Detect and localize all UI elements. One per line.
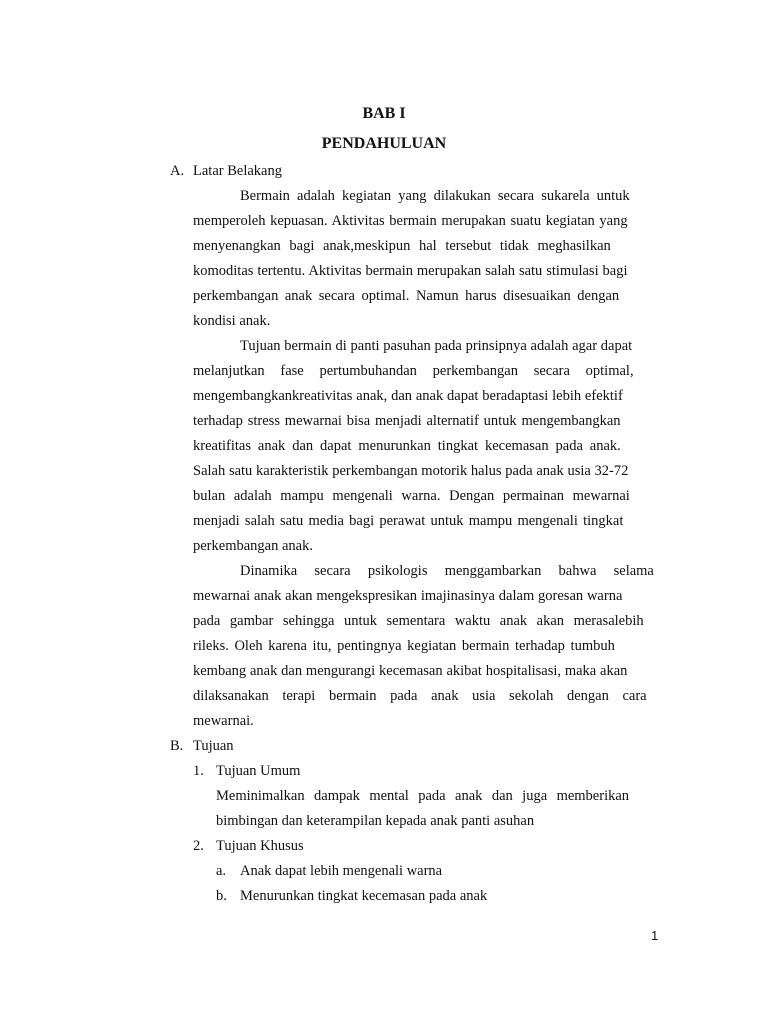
paragraph-line: terhadap stress mewarnai bisa menjadi alternatif untuk mengembangkan (193, 413, 621, 429)
section-b-marker: B. (170, 738, 184, 754)
paragraph-line: Bermain adalah kegiatan yang dilakukan secara sukarela untuk (240, 188, 630, 204)
paragraph-line: melanjutkan fase pertumbuhandan perkembangan secara optimal, (193, 363, 634, 379)
page-number: 1 (651, 928, 659, 943)
paragraph-line: kreatifitas anak dan dapat menurunkan tingkat kecemasan pada anak. (193, 438, 621, 454)
paragraph-line: mewarnai. (193, 713, 254, 729)
paragraph-line: perkembangan anak secara optimal. Namun harus disesuaikan dengan (193, 288, 620, 304)
list-item-marker: 2. (193, 838, 204, 854)
paragraph-line: dilaksanakan terapi bermain pada anak usia sekolah dengan cara (193, 688, 647, 704)
section-a-marker: A. (170, 163, 185, 179)
section-a-heading: Latar Belakang (193, 163, 282, 179)
sub-item-marker: a. (216, 863, 227, 879)
sub-item-text: Anak dapat lebih mengenali warna (240, 863, 443, 879)
paragraph-line: kondisi anak. (193, 313, 271, 329)
sub-item-marker: b. (216, 888, 227, 904)
paragraph-line: menyenangkan bagi anak,meskipun hal tersebut tidak meghasilkan (193, 238, 611, 254)
paragraph-line: komoditas tertentu. Aktivitas bermain merupakan salah satu stimulasi bagi (193, 263, 628, 279)
sub-item-text: Menurunkan tingkat kecemasan pada anak (240, 888, 488, 904)
paragraph-line: rileks. Oleh karena itu, pentingnya kegiatan bermain terhadap tumbuh (193, 638, 615, 654)
paragraph-line: menjadi salah satu media bagi perawat untuk mampu mengenali tingkat (193, 513, 624, 529)
paragraph-line: pada gambar sehingga untuk sementara waktu anak akan merasalebih (193, 613, 644, 629)
paragraph-line: Meminimalkan dampak mental pada anak dan juga memberikan (216, 788, 630, 804)
section-b-heading: Tujuan (193, 738, 234, 754)
paragraph-line: perkembangan anak. (193, 538, 313, 554)
list-item-marker: 1. (193, 763, 204, 779)
paragraph-line: mengembangkankreativitas anak, dan anak dapat beradaptasi lebih efektif (193, 388, 623, 404)
paragraph-line: Tujuan bermain di panti pasuhan pada prinsipnya adalah agar dapat (240, 338, 633, 354)
paragraph-line: kembang anak dan mengurangi kecemasan akibat hospitalisasi, maka akan (193, 663, 628, 679)
chapter-number: BAB I (362, 105, 406, 122)
paragraph-line: bimbingan dan keterampilan kepada anak panti asuhan (216, 813, 535, 829)
paragraph-line: mewarnai anak akan mengekspresikan imajinasinya dalam goresan warna (193, 588, 623, 604)
paragraph-line: bulan adalah mampu mengenali warna. Dengan permainan mewarnai (193, 488, 630, 504)
paragraph-line: Salah satu karakteristik perkembangan motorik halus pada anak usia 32-72 (193, 463, 629, 479)
list-item-heading: Tujuan Umum (216, 763, 301, 779)
chapter-title: PENDAHULUAN (321, 135, 447, 152)
list-item-heading: Tujuan Khusus (216, 838, 304, 854)
paragraph-line: Dinamika secara psikologis menggambarkan bahwa selama (240, 563, 654, 579)
paragraph-line: memperoleh kepuasan. Aktivitas bermain merupakan suatu kegiatan yang (193, 213, 628, 229)
